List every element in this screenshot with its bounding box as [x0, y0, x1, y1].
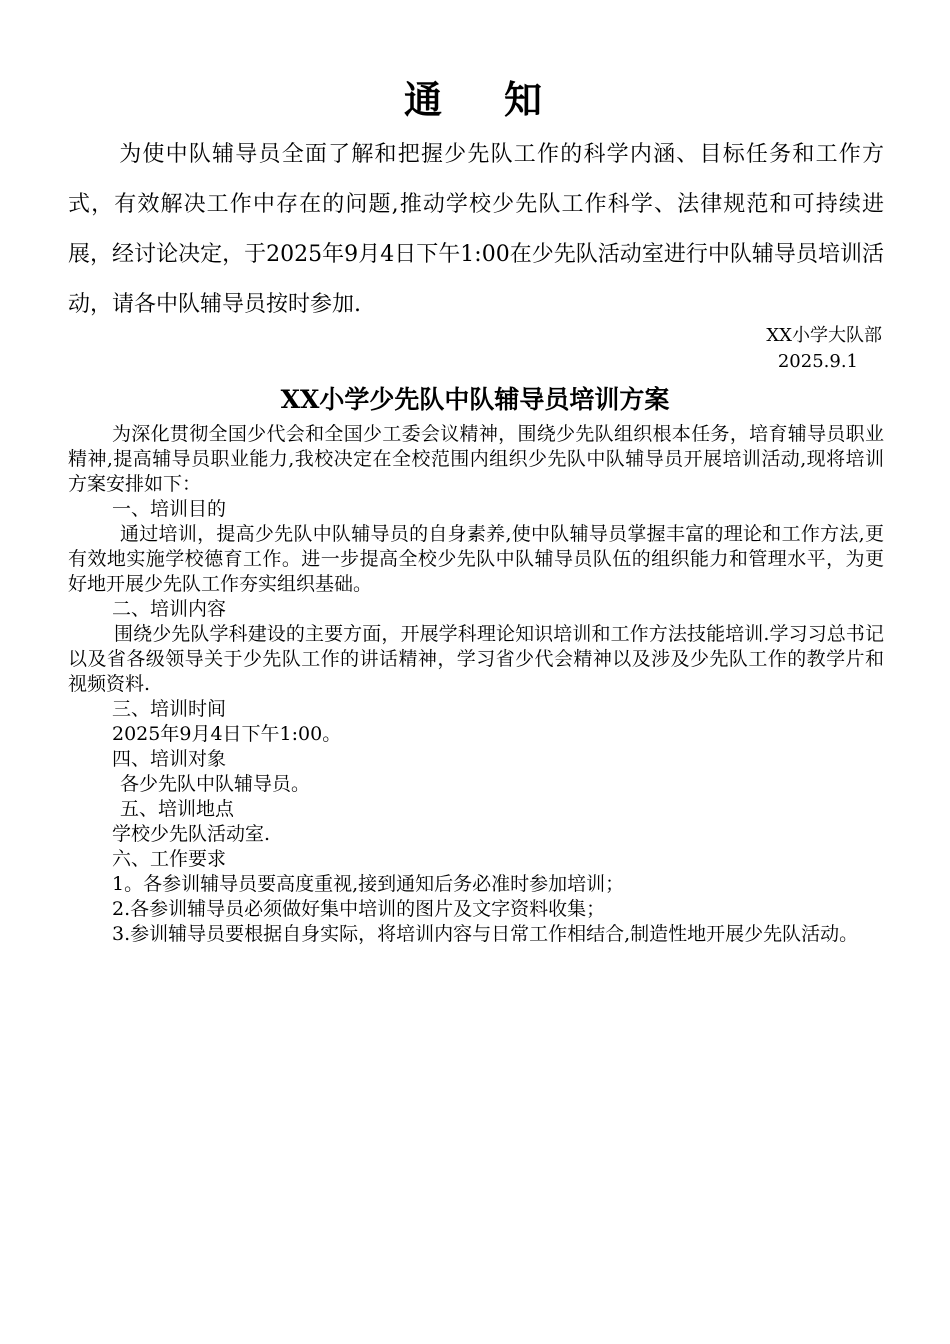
- section-text-time: 2025年9月4日下午1:00。: [112, 723, 342, 745]
- notice-title-char-1: 通: [403, 77, 446, 122]
- notice-title-char-2: 知: [504, 77, 547, 122]
- section-heading-content: 二、培训内容: [112, 598, 227, 620]
- notice-signer: XX小学大队部: [766, 325, 882, 346]
- notice-body-text: 为使中队辅导员全面了解和把握少先队工作的科学内涵、目标任务和工作方式，有效解决工作中存在的问题,推动学校少先队工作科学、法律规范和可持续进展，经讨论决定，于2025年9月4日下午1:00在少先队活动室进行中队辅导员培训活动，请各中队辅导员按时参加.: [68, 142, 884, 317]
- requirement-item-2: 2.各参训辅导员必须做好集中培训的图片及文字资料收集；: [112, 898, 606, 920]
- notice-title: [0, 74, 950, 126]
- notice-date: 2025.9.1: [777, 351, 858, 372]
- notice-body: [68, 130, 884, 330]
- section-heading-time: 三、培训时间: [112, 698, 227, 720]
- section-heading-requirements: 六、工作要求: [112, 848, 227, 870]
- section-heading-purpose: 一、培训目的: [112, 498, 227, 520]
- section-text-content: 围绕少先队学科建设的主要方面，开展学科理论知识培训和工作方法技能培训.学习习总书记以及省各级领导关于少先队工作的讲话精神，学习省少代会精神以及涉及少先队工作的教学片和视频资料.: [68, 623, 884, 695]
- plan-body: [68, 422, 884, 947]
- section-heading-audience: 四、培训对象: [112, 748, 227, 770]
- requirement-item-3: 3.参训辅导员要根据自身实际，将培训内容与日常工作相结合,制造性地开展少先队活动。: [112, 923, 859, 945]
- section-heading-location: 五、培训地点: [120, 798, 235, 820]
- plan-title: XX小学少先队中队辅导员培训方案: [280, 385, 670, 414]
- plan-intro: 为深化贯彻全国少代会和全国少工委会议精神，围绕少先队组织根本任务，培育辅导员职业精神,提高辅导员职业能力,我校决定在全校范围内组织少先队中队辅导员开展培训活动,现将培训方案安排如下：: [68, 423, 884, 495]
- section-text-location: 学校少先队活动室.: [112, 823, 271, 845]
- section-text-audience: 各少先队中队辅导员。: [120, 773, 311, 795]
- section-text-purpose: 通过培训，提高少先队中队辅导员的自身素养,使中队辅导员掌握丰富的理论和工作方法,更有效地实施学校德育工作。进一步提高全校少先队中队辅导员队伍的组织能力和管理水平，为更好地开展少先队工作夯实组织基础。: [68, 523, 884, 595]
- requirement-item-1: 1。各参训辅导员要高度重视,接到通知后务必准时参加培训；: [112, 873, 625, 895]
